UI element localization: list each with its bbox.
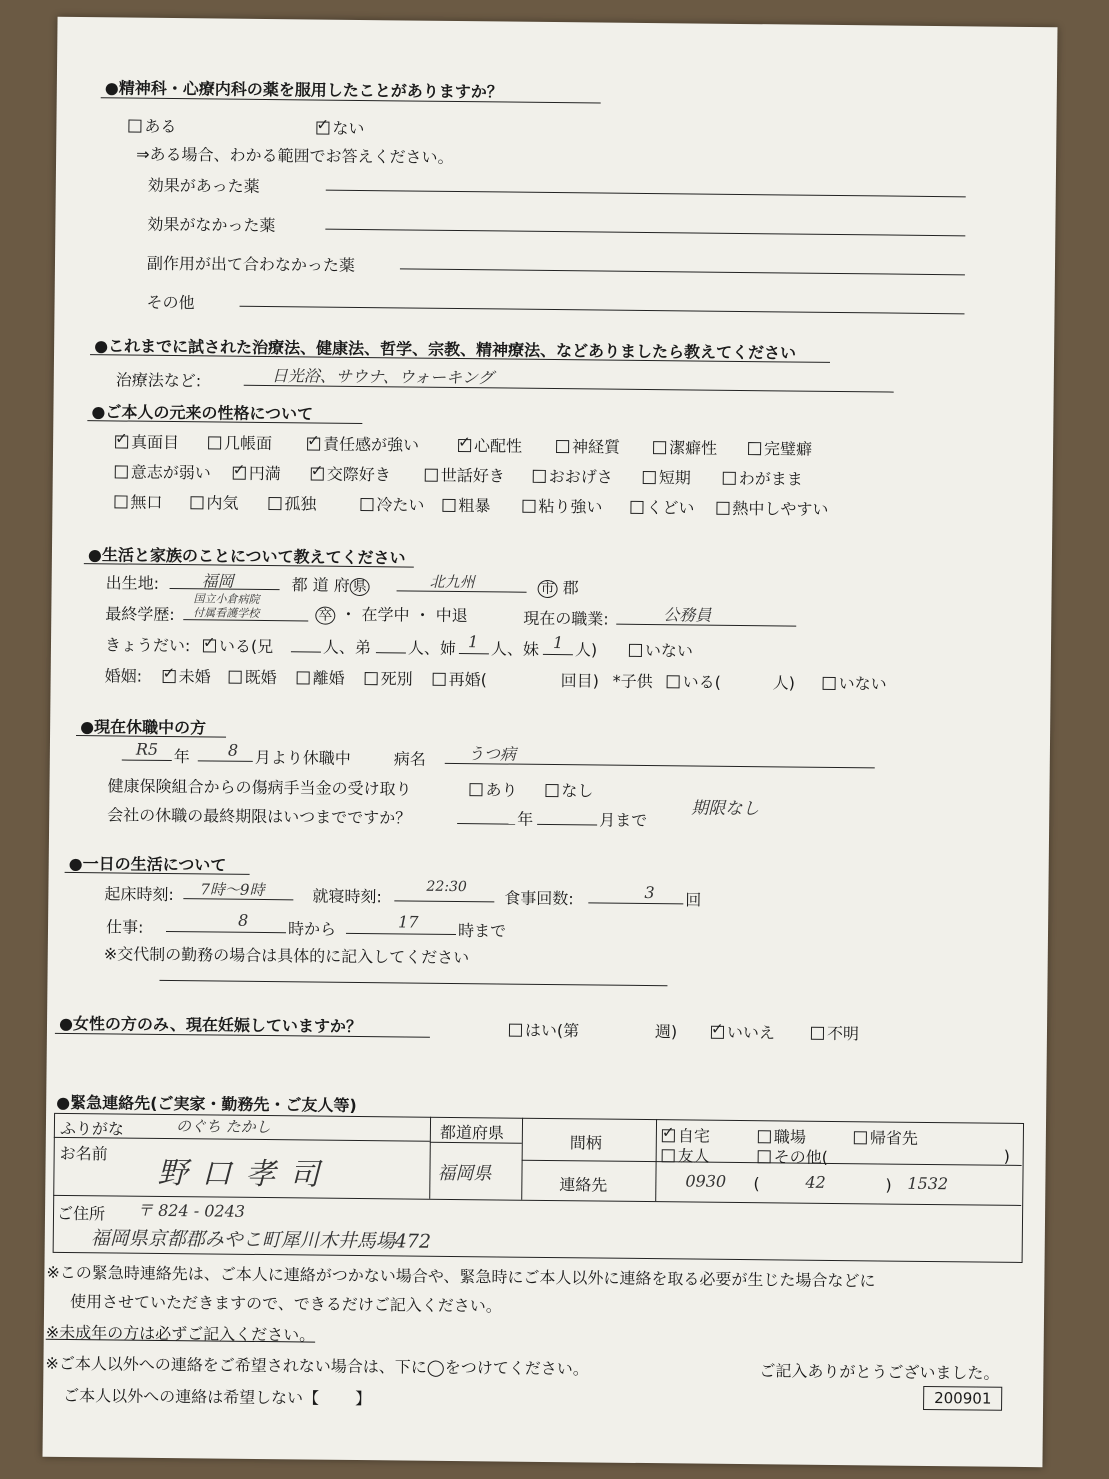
option-label: 再婚(	[448, 669, 487, 690]
emergency-note-1: ※この緊急時連絡先は、ご本人に連絡がつかない場合や、緊急時にご本人以外に連絡を取る必要が生じた場合などに	[46, 1262, 876, 1291]
option-label: 責任感が強い	[323, 434, 420, 455]
leave-from-label: 月より休職中	[254, 747, 351, 768]
form-code: 200901	[923, 1386, 1003, 1411]
address-label: ご住所	[56, 1203, 106, 1224]
option-label: 内気	[206, 493, 239, 513]
option-label: 潔癖性	[668, 438, 718, 458]
phone-exchange: 42	[805, 1172, 826, 1192]
siblings-label: きょうだい:	[104, 635, 191, 656]
checkbox[interactable]	[297, 671, 310, 684]
education-status: 卒 ・ 在学中 ・ 中退	[315, 602, 468, 627]
pregnancy-unknown[interactable]: 不明	[811, 1021, 859, 1045]
deadline-value: 期限なし	[691, 798, 760, 820]
children-yes[interactable]: いる(	[667, 669, 721, 693]
marriage-option[interactable]	[163, 664, 211, 688]
work-start: 8	[238, 910, 249, 930]
relationship-option[interactable]	[662, 1143, 710, 1167]
option-label: 心配性	[473, 436, 523, 456]
siblings-elder-sister-label: 人、姉	[407, 638, 457, 659]
wake-time-label: 起床時刻:	[104, 884, 174, 905]
trait-option[interactable]	[653, 435, 717, 459]
trait-option[interactable]	[458, 433, 522, 457]
option-label: 熱中しやすい	[732, 498, 829, 519]
phone-paren-close: )	[885, 1175, 892, 1195]
option-label: 離婚	[312, 668, 345, 688]
job-label: 現在の職業:	[523, 608, 609, 629]
siblings-brother-younger-label: 人、弟	[322, 637, 372, 658]
checkbox[interactable]	[545, 784, 558, 797]
leave-year: R5	[135, 739, 159, 759]
education-label: 最終学歴:	[105, 604, 175, 625]
year-label: 年	[173, 747, 190, 767]
trait-option[interactable]	[114, 489, 162, 513]
questionnaire-sheet	[42, 17, 1057, 1467]
checkbox[interactable]	[365, 672, 378, 685]
option-label: 未婚	[178, 667, 211, 687]
option-label: 真面目	[131, 432, 180, 453]
checkbox[interactable]	[643, 471, 656, 484]
meals-label: 食事回数:	[504, 888, 574, 909]
treatment-label: 治療法など:	[115, 370, 202, 391]
work-to-label: 時まで	[457, 921, 507, 941]
furigana-value: のぐち たかし	[175, 1117, 271, 1137]
trait-option[interactable]	[748, 436, 812, 460]
name-value: 野口孝司	[157, 1155, 334, 1193]
checkbox[interactable]	[823, 677, 836, 690]
contact-label: 連絡先	[559, 1175, 608, 1195]
checkbox-checked[interactable]	[662, 1129, 675, 1142]
education-school-line2: 付属看護学校	[193, 606, 260, 620]
pregnancy-yes[interactable]: はい(第	[509, 1018, 579, 1042]
siblings-yes[interactable]: ✓ いる(兄	[203, 633, 273, 657]
option-label: 交際好き	[326, 464, 391, 485]
emergency-note-2: 使用させていただきますので、できるだけご記入ください。	[70, 1292, 502, 1316]
work-label: 仕事:	[105, 917, 144, 937]
trait-option[interactable]	[115, 429, 179, 453]
checkbox[interactable]	[115, 465, 128, 478]
prefecture-circled: 県	[350, 578, 370, 596]
work-from-label: 時から	[287, 919, 337, 939]
side-effect-med-label: 副作用が出て合わなかった薬	[146, 253, 356, 275]
marriage-option[interactable]	[365, 666, 413, 690]
med-option-no[interactable]: ✓ ない	[316, 116, 364, 140]
siblings-no[interactable]: いない	[629, 638, 693, 662]
furigana-label: ふりがな	[59, 1118, 125, 1139]
trait-option[interactable]	[442, 493, 490, 517]
checkbox[interactable]	[854, 1131, 867, 1144]
leave-month: 8	[227, 740, 239, 760]
marriage-option[interactable]	[229, 665, 277, 689]
trait-option[interactable]	[425, 463, 505, 487]
thanks-text: ご記入ありがとうございました。	[759, 1361, 1000, 1383]
marriage-option[interactable]	[433, 667, 487, 691]
option-label: 既婚	[244, 667, 277, 688]
children-no[interactable]: いない	[823, 671, 887, 695]
other-med-label: その他	[146, 292, 195, 313]
checkbox[interactable]	[667, 675, 680, 688]
disease-value: うつ病	[467, 744, 516, 764]
trait-option[interactable]	[556, 434, 620, 458]
checkbox[interactable]	[425, 469, 438, 482]
city-suffix: 市 郡	[538, 575, 579, 598]
checkbox-checked[interactable]	[115, 435, 128, 448]
treatment-value: 日光浴、サウナ、ウォーキング	[271, 366, 494, 388]
trait-option[interactable]	[115, 459, 211, 483]
trait-option[interactable]	[268, 491, 316, 515]
relationship-option[interactable]	[758, 1144, 828, 1168]
checkbox[interactable]	[630, 501, 643, 514]
checkbox-checked[interactable]	[307, 437, 320, 450]
trait-option[interactable]	[630, 495, 694, 519]
name-label: お名前	[59, 1143, 108, 1164]
checkbox[interactable]	[509, 1024, 522, 1037]
trait-option[interactable]	[533, 464, 613, 488]
sleep-time-value: 22:30	[426, 878, 467, 896]
sleep-time-label: 就寝時刻:	[312, 886, 382, 907]
pregnancy-no[interactable]: ✓ いいえ	[711, 1020, 775, 1044]
trait-option[interactable]	[716, 496, 828, 520]
marriage-option[interactable]	[297, 665, 345, 689]
remarriage-times: 回目)	[560, 671, 599, 691]
phone-number: 1532	[907, 1173, 949, 1194]
option-label: 神経質	[571, 437, 621, 457]
relationship-other-close: )	[1003, 1146, 1011, 1166]
checkbox[interactable]	[433, 673, 446, 686]
checkbox[interactable]	[128, 120, 141, 133]
education-school-line1: 国立小倉病院	[193, 592, 260, 606]
birthplace-city: 北九州	[429, 572, 475, 592]
trait-option[interactable]	[208, 430, 272, 454]
minor-note: ※未成年の方は必ずご記入ください。	[45, 1322, 316, 1345]
option-label: 几帳面	[224, 433, 273, 454]
checkbox[interactable]	[190, 496, 203, 509]
graduated-circled: 卒	[315, 607, 335, 625]
trait-option[interactable]	[190, 490, 238, 514]
option-label: 世話好き	[440, 465, 505, 486]
trait-option[interactable]	[233, 461, 281, 485]
disease-label: 病名	[393, 749, 426, 769]
med-note: ⇒ある場合、わかる範囲でお答えください。	[136, 144, 454, 167]
option-label: 完璧癖	[763, 439, 813, 459]
children-count-label: 人)	[772, 673, 795, 693]
checkbox[interactable]	[748, 442, 761, 455]
option-label: 粗暴	[458, 496, 491, 516]
option-label: 冷たい	[376, 495, 425, 515]
trait-option[interactable]	[522, 494, 602, 518]
checkbox[interactable]	[114, 495, 127, 508]
trait-option[interactable]	[311, 461, 391, 485]
marriage-label: 婚姻:	[104, 666, 143, 686]
option-label: 孤独	[284, 494, 317, 514]
phone-paren-open: (	[753, 1174, 760, 1194]
checkbox[interactable]	[662, 1149, 675, 1162]
option-label: 円満	[248, 463, 281, 484]
no-contact-note: ※ご本人以外への連絡をご希望されない場合は、下に◯をつけてください。	[45, 1353, 589, 1379]
younger-sister-count: 1	[552, 633, 564, 653]
postal-code: 〒 824 - 0243	[136, 1200, 246, 1221]
checkbox-checked[interactable]	[203, 639, 216, 652]
option-label: 短期	[658, 468, 691, 488]
life-family-section-title: ●生活と家族のことについて教えてください	[87, 545, 406, 568]
option-label: わがまま	[738, 468, 803, 489]
relationship-label: 間柄	[569, 1133, 602, 1153]
option-label: 意志が弱い	[130, 462, 211, 483]
leave-section-title: ●現在休職中の方	[80, 717, 207, 738]
medication-section-title: ●精神科・心療内科の薬を服用したことがありますか？	[104, 78, 503, 102]
checkbox[interactable]	[758, 1150, 771, 1163]
checkbox-checked[interactable]	[316, 122, 329, 135]
prefecture-label: 都道府県	[439, 1122, 505, 1143]
checkbox-checked[interactable]	[458, 439, 471, 452]
allowance-yes[interactable]: あり	[469, 777, 517, 801]
meals-unit: 回	[685, 890, 702, 910]
siblings-younger-sister-label: 人、妹	[490, 639, 540, 659]
leave-deadline-question: 会社の休職の最終期限はいつまでですか？	[107, 805, 412, 828]
job-value: 公務員	[663, 605, 712, 625]
allowance-no[interactable]: なし	[545, 778, 593, 802]
checkbox[interactable]	[629, 644, 642, 657]
checkbox[interactable]	[360, 498, 373, 511]
birthplace-label: 出生地:	[105, 573, 160, 593]
option-label: おおげさ	[548, 466, 613, 487]
trait-option[interactable]	[307, 431, 419, 455]
deadline-year-label: 年	[517, 809, 534, 829]
effective-med-label: 効果があった薬	[147, 175, 260, 196]
option-label: 自宅	[677, 1126, 710, 1146]
checkbox-checked[interactable]	[233, 467, 246, 480]
checkbox[interactable]	[268, 497, 281, 510]
work-end: 17	[398, 912, 419, 932]
checkbox[interactable]	[556, 440, 569, 453]
checkbox[interactable]	[716, 502, 729, 515]
checkbox-checked[interactable]	[163, 670, 176, 683]
checkbox-checked[interactable]	[311, 467, 324, 480]
checkbox[interactable]	[208, 436, 221, 449]
checkbox[interactable]	[758, 1130, 771, 1143]
emergency-section-title: ●緊急連絡先(ご実家・勤務先・ご友人等)	[56, 1092, 357, 1115]
meals-value: 3	[644, 882, 655, 903]
ineffective-med-label: 効果がなかった薬	[147, 214, 276, 236]
checkbox[interactable]	[533, 470, 546, 483]
children-label: *子供	[612, 671, 653, 692]
personality-section-title: ●ご本人の元来の性格について	[91, 402, 314, 424]
trait-option[interactable]	[360, 492, 424, 516]
no-contact-request[interactable]: ご本人以外への連絡は希望しない【 】	[63, 1385, 372, 1409]
elder-sister-count: 1	[467, 632, 479, 652]
relationship-option[interactable]	[854, 1125, 918, 1149]
checkbox[interactable]	[811, 1027, 824, 1040]
city-circled: 市	[538, 580, 558, 598]
option-label: 友人	[677, 1146, 710, 1166]
checkbox[interactable]	[469, 783, 482, 796]
deadline-month-label: 月まで	[599, 810, 648, 831]
checkbox-checked[interactable]	[711, 1026, 724, 1039]
pregnancy-section-title: ●女性の方のみ、現在妊娠していますか？	[58, 1013, 363, 1037]
phone-area: 0930	[685, 1171, 727, 1191]
checkbox[interactable]	[442, 499, 455, 512]
daily-life-section-title: ●一日の生活について	[68, 853, 227, 875]
checkbox[interactable]	[522, 500, 535, 513]
option-label: 死別	[380, 669, 413, 689]
checkbox[interactable]	[229, 671, 242, 684]
birthplace-prefecture: 福岡	[201, 571, 234, 591]
med-option-yes[interactable]: ある	[128, 114, 176, 138]
checkbox[interactable]	[653, 441, 666, 454]
trait-option[interactable]	[723, 466, 803, 490]
treatment-section-title: ●これまでに試された治療法、健康法、哲学、宗教、精神療法、などありましたら教えてください	[94, 336, 797, 363]
shift-note: ※交代制の勤務の場合は具体的に記入してください	[103, 944, 470, 968]
prefecture-suffix: 都 道 府 県	[292, 572, 370, 596]
siblings-close-label: 人)	[574, 640, 598, 660]
sickness-allowance-question: 健康保険組合からの傷病手当金の受け取り	[107, 776, 412, 799]
pregnancy-week-label: 週)	[654, 1022, 678, 1042]
trait-option[interactable]	[643, 465, 691, 489]
prefecture-value: 福岡県	[437, 1162, 492, 1185]
address-value: 福岡県京都郡みやこ町犀川木井馬場472	[90, 1227, 432, 1253]
option-label: くどい	[646, 497, 695, 518]
checkbox[interactable]	[723, 472, 736, 485]
option-label: 帰省先	[869, 1128, 918, 1148]
wake-time-value: 7時～9時	[200, 880, 265, 900]
option-label: 無口	[130, 492, 163, 512]
option-label: 職場	[773, 1127, 806, 1147]
option-label: 粘り強い	[538, 496, 603, 517]
option-label: その他(	[773, 1147, 829, 1167]
